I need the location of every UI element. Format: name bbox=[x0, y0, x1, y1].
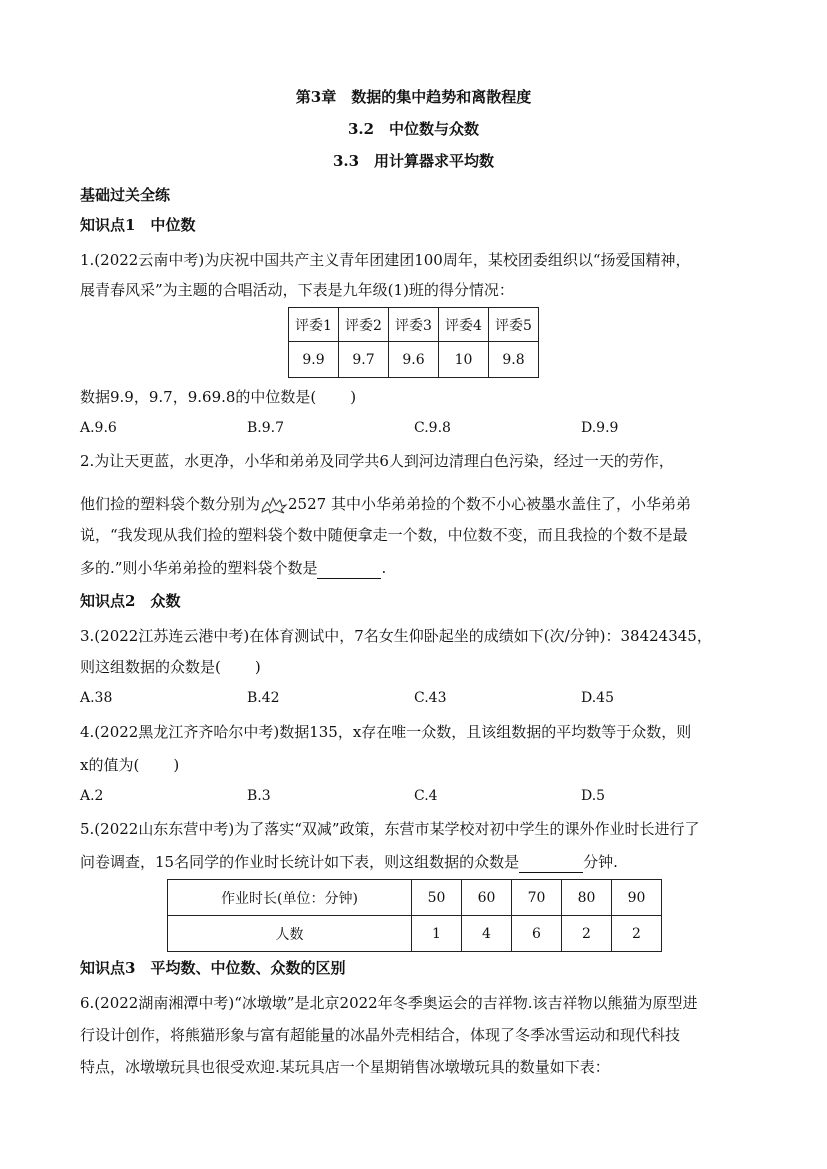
chapter-title: 第3章 数据的集中趋势和离散程度 bbox=[295, 88, 532, 106]
q2-answer-blank[interactable] bbox=[317, 562, 381, 579]
q6-line2: 行设计创作，将熊猫形象与富有超能量的冰晶外壳相结合，体现了冬季冰雪运动和现代科技 bbox=[80, 1026, 681, 1044]
q4-line1: 4.(2022黑龙江齐齐哈尔中考)数据135，x存在唯一众数，且该组数据的平均数等于众数，则 bbox=[80, 723, 692, 741]
table-cell: 9.9 bbox=[289, 342, 339, 378]
table-row bbox=[289, 342, 539, 378]
q4-line2: x的值为( ) bbox=[80, 756, 180, 774]
table-row bbox=[168, 916, 662, 952]
table-cell: 2 bbox=[562, 916, 612, 952]
table-cell: 9.7 bbox=[339, 342, 389, 378]
table-cell: 9.8 bbox=[489, 342, 539, 378]
q5-answer-blank[interactable] bbox=[519, 856, 583, 873]
q6-line1: 6.(2022湖南湘潭中考)“冰墩墩”是北京2022年冬季奥运会的吉祥物.该吉祥物以熊猫为原型进 bbox=[80, 994, 698, 1012]
q2-line2: 他们捡的塑料袋个数分别为 2527 其中小华弟弟捡的个数不小心被墨水盖住了，小华弟弟 bbox=[80, 495, 691, 513]
q1-question: 数据9.9，9.7，9.69.8的中位数是( ) bbox=[80, 388, 357, 406]
option-a[interactable]: A.38 bbox=[80, 690, 113, 706]
table-row bbox=[289, 308, 539, 342]
table-cell: 70 bbox=[512, 880, 562, 916]
option-d[interactable]: D.45 bbox=[581, 690, 614, 706]
section-title-1: 3.2 中位数与众数 bbox=[347, 120, 480, 138]
q6-line3: 特点，冰墩墩玩具也很受欢迎.某玩具店一个星期销售冰墩墩玩具的数量如下表： bbox=[80, 1058, 610, 1076]
option-c[interactable]: C.9.8 bbox=[414, 420, 451, 436]
q1-options bbox=[80, 420, 760, 436]
table-cell: 评委2 bbox=[339, 308, 389, 342]
table-cell: 90 bbox=[612, 880, 662, 916]
section-title-2: 3.3 用计算器求平均数 bbox=[332, 152, 495, 170]
table-cell: 评委3 bbox=[389, 308, 439, 342]
q3-line1: 3.(2022江苏连云港中考)在体育测试中，7名女生仰卧起坐的成绩如下(次/分钟)：38424345， bbox=[80, 627, 712, 645]
q5-line2: 问卷调查，15名同学的作业时长统计如下表，则这组数据的众数是 分钟. bbox=[80, 853, 618, 871]
table-cell: 1 bbox=[412, 916, 462, 952]
heading-kp1: 知识点1 中位数 bbox=[80, 216, 196, 234]
option-b[interactable]: B.42 bbox=[247, 690, 280, 706]
heading-basic: 基础过关全练 bbox=[80, 186, 171, 204]
option-a[interactable]: A.2 bbox=[80, 788, 104, 804]
table-cell: 80 bbox=[562, 880, 612, 916]
ink-blot-icon bbox=[260, 496, 288, 514]
table-cell: 10 bbox=[439, 342, 489, 378]
table-cell: 60 bbox=[462, 880, 512, 916]
heading-kp3: 知识点3 平均数、中位数、众数的区别 bbox=[80, 959, 346, 977]
table-cell: 作业时长(单位：分钟) bbox=[168, 880, 412, 916]
option-a[interactable]: A.9.6 bbox=[80, 420, 117, 436]
q5-line1: 5.(2022山东东营中考)为了落实“双减”政策，东营市某学校对初中学生的课外作业时长进行了 bbox=[80, 820, 700, 838]
option-d[interactable]: D.5 bbox=[581, 788, 606, 804]
table-cell: 4 bbox=[462, 916, 512, 952]
option-c[interactable]: C.43 bbox=[414, 690, 447, 706]
q2-line4: 多的.”则小华弟弟捡的塑料袋个数是 . bbox=[80, 559, 387, 577]
table-cell: 50 bbox=[412, 880, 462, 916]
q2-line1: 2.为让天更蓝，水更净，小华和弟弟及同学共6人到河边清理白色污染，经过一天的劳作， bbox=[80, 452, 674, 470]
table-cell: 评委1 bbox=[289, 308, 339, 342]
q1-line1: 1.(2022云南中考)为庆祝中国共产主义青年团建团100周年，某校团委组织以“扬爱国精神， bbox=[80, 251, 691, 269]
q3-line2: 则这组数据的众数是( ) bbox=[80, 658, 261, 676]
table-cell: 6 bbox=[512, 916, 562, 952]
heading-kp2: 知识点2 众数 bbox=[80, 592, 181, 610]
table-cell: 9.6 bbox=[389, 342, 439, 378]
option-b[interactable]: B.9.7 bbox=[247, 420, 285, 436]
option-d[interactable]: D.9.9 bbox=[581, 420, 619, 436]
table-cell: 人数 bbox=[168, 916, 412, 952]
option-b[interactable]: B.3 bbox=[247, 788, 271, 804]
table-cell: 评委5 bbox=[489, 308, 539, 342]
table-cell: 评委4 bbox=[439, 308, 489, 342]
q2-line3: 说，“我发现从我们捡的塑料袋个数中随便拿走一个数，中位数不变，而且我捡的个数不是最 bbox=[80, 526, 688, 544]
option-c[interactable]: C.4 bbox=[414, 788, 438, 804]
q1-score-table bbox=[288, 307, 539, 378]
q1-line2: 展青春风采”为主题的合唱活动，下表是九年级(1)班的得分情况： bbox=[80, 281, 514, 299]
q5-time-table bbox=[167, 879, 662, 952]
q3-options bbox=[80, 690, 760, 706]
q4-options bbox=[80, 788, 760, 804]
table-row bbox=[168, 880, 662, 916]
table-cell: 2 bbox=[612, 916, 662, 952]
